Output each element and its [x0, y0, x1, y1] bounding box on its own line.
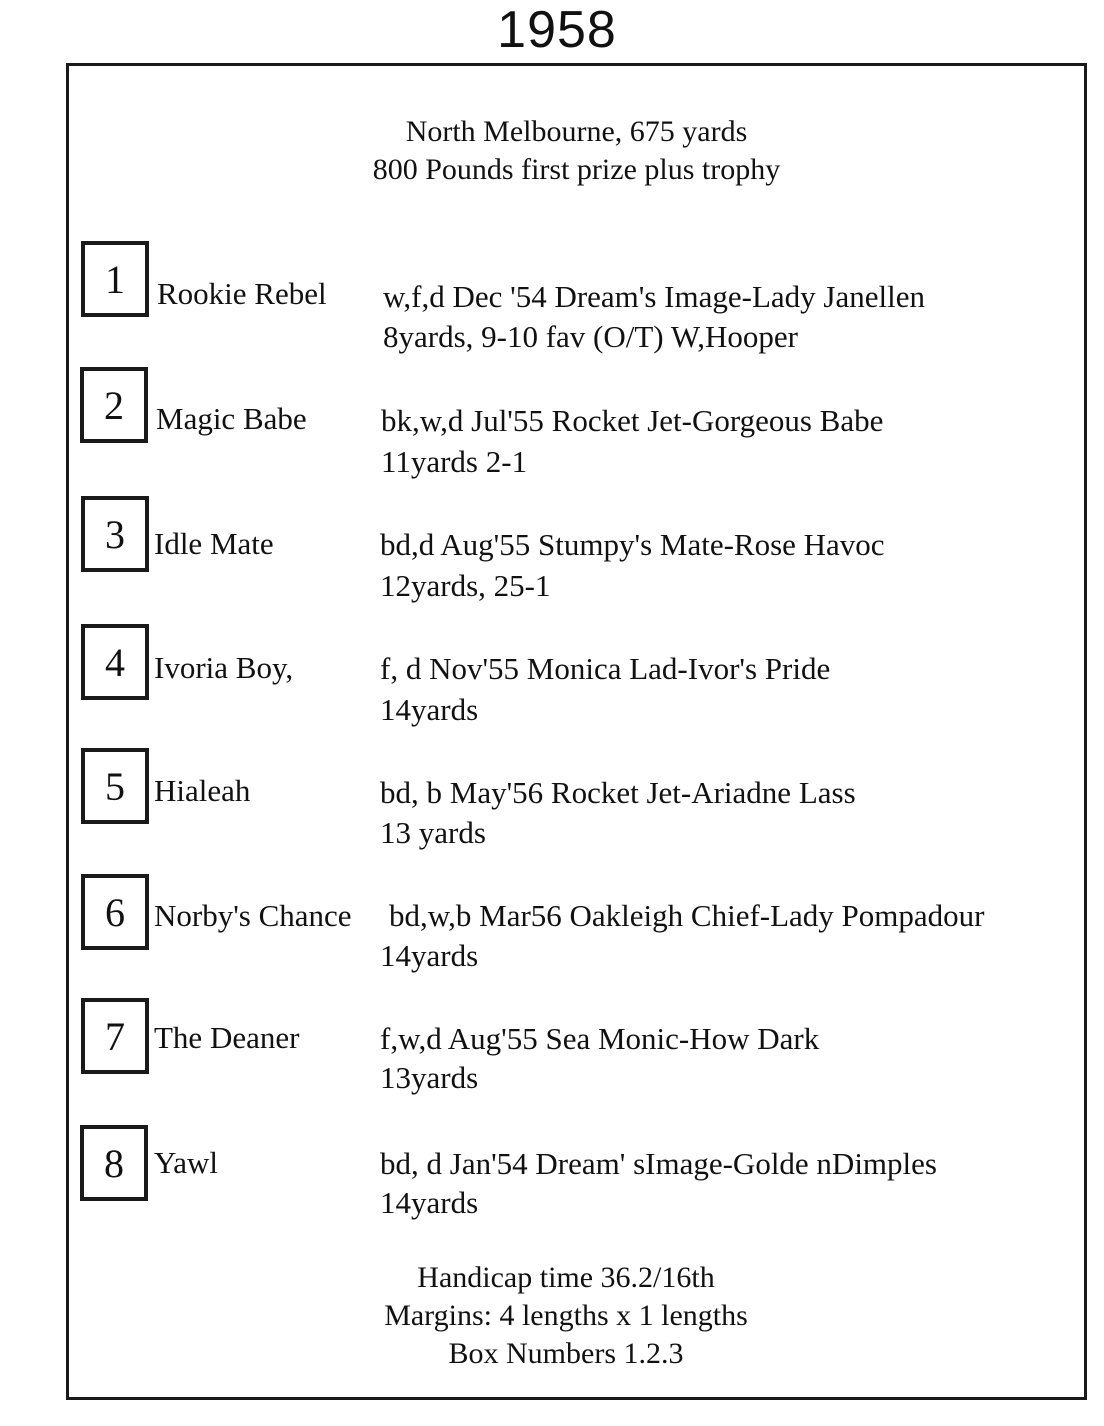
box-number: 8 — [80, 1125, 148, 1201]
entry-row-1 — [0, 241, 1104, 354]
box-number: 7 — [81, 998, 149, 1074]
greyhound-breeding: bd, b May'56 Rocket Jet-Ariadne Lass — [380, 775, 856, 810]
greyhound-details: 11yards 2-1 — [381, 444, 528, 479]
greyhound-breeding: bk,w,d Jul'55 Rocket Jet-Gorgeous Babe — [381, 403, 884, 438]
greyhound-name: Ivoria Boy, — [154, 650, 294, 685]
entry-row-2 — [0, 367, 1104, 477]
greyhound-details: 12yards, 25-1 — [380, 568, 551, 603]
greyhound-name: Hialeah — [154, 773, 251, 808]
margins: Margins: 4 lengths x 1 lengths — [384, 1299, 748, 1332]
greyhound-details: 8yards, 9-10 fav (O/T) W,Hooper — [383, 319, 798, 354]
box-number: 3 — [81, 496, 149, 572]
box-numbers: Box Numbers 1.2.3 — [448, 1337, 684, 1370]
box-number: 2 — [80, 367, 148, 443]
greyhound-details: 13 yards — [380, 815, 486, 850]
greyhound-details: 14yards — [380, 692, 479, 727]
box-number: 1 — [81, 241, 149, 317]
greyhound-breeding: bd,w,b Mar56 Oakleigh Chief-Lady Pompadour — [389, 898, 985, 933]
greyhound-breeding: bd,d Aug'55 Stumpy's Mate-Rose Havoc — [380, 527, 885, 562]
greyhound-breeding: f,w,d Aug'55 Sea Monic-How Dark — [380, 1021, 820, 1056]
entry-row-3 — [0, 496, 1104, 606]
box-number: 6 — [81, 874, 149, 950]
greyhound-name: Magic Babe — [156, 401, 307, 436]
race-venue: North Melbourne, 675 yards — [405, 115, 748, 148]
greyhound-details: 14yards — [380, 938, 479, 973]
box-number: 5 — [81, 748, 149, 824]
greyhound-breeding: f, d Nov'55 Monica Lad-Ivor's Pride — [380, 651, 831, 686]
greyhound-breeding: bd, d Jan'54 Dream' sImage-Golde nDimples — [380, 1146, 937, 1181]
entry-row-4 — [0, 624, 1104, 734]
box-number: 4 — [81, 624, 149, 700]
greyhound-details: 13yards — [380, 1060, 479, 1095]
handicap-time: Handicap time 36.2/16th — [417, 1261, 715, 1294]
greyhound-breeding: w,f,d Dec '54 Dream's Image-Lady Janellen — [383, 279, 925, 314]
greyhound-name: Yawl — [154, 1145, 219, 1180]
greyhound-name: The Deaner — [154, 1020, 300, 1055]
race-prize: 800 Pounds first prize plus trophy — [372, 153, 781, 186]
greyhound-details: 14yards — [380, 1185, 479, 1220]
entry-row-8 — [0, 1125, 1104, 1235]
greyhound-name: Idle Mate — [154, 526, 274, 561]
entry-row-7 — [0, 998, 1104, 1108]
greyhound-name: Rookie Rebel — [157, 276, 327, 311]
greyhound-name: Norby's Chance — [154, 898, 352, 933]
entry-row-5 — [0, 748, 1104, 858]
entry-row-6 — [0, 874, 1104, 984]
year-title: 1958 — [497, 1, 617, 59]
